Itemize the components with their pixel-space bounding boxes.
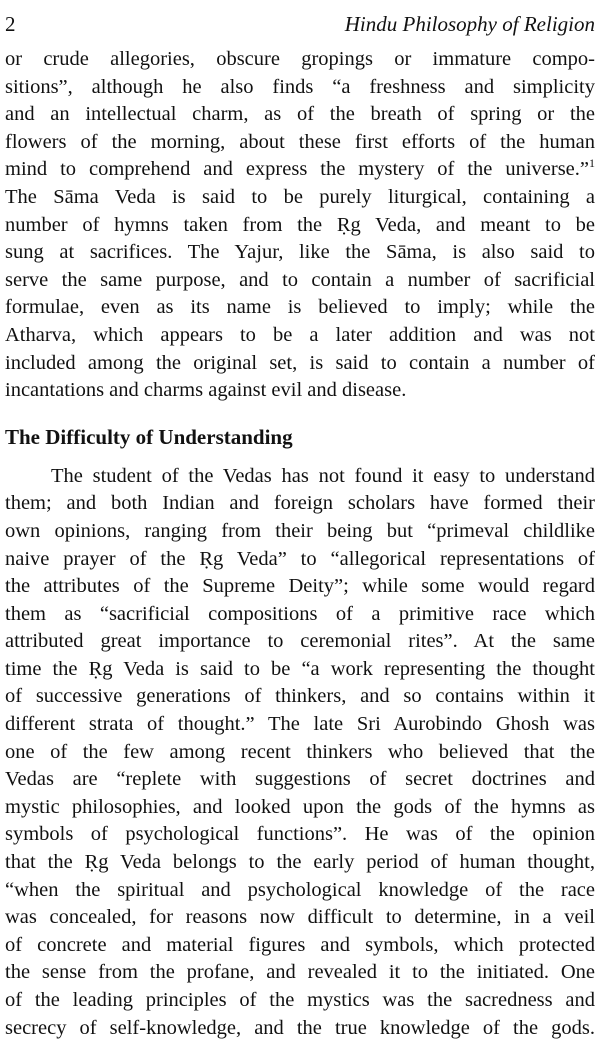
text-line: mind to comprehend and express the mystery of the universe.”: [5, 158, 589, 181]
text-line: of the leading principles of the mystics was the sacredness and: [5, 989, 595, 1011]
text-line: sitions”, although he also finds “a freshness and simplicity: [5, 75, 595, 98]
text-line: sung at sacrifices. The Yajur, like the Sāma, is also said to: [5, 241, 595, 264]
text-line: was concealed, for reasons now difficult to determine, in a veil: [5, 906, 595, 929]
text-line: of concrete and material figures and symbols, which protected: [5, 933, 595, 956]
text-line: them as “sacrificial compositions of a primitive race which: [5, 602, 595, 625]
footnote-ref: 1: [589, 156, 595, 171]
text-line: symbols of psychological functions”. He was of the opinion: [5, 823, 595, 846]
text-line: own opinions, ranging from their being but “primeval childlike: [5, 519, 595, 542]
text-line: incantations and charms against evil and disease.: [5, 379, 407, 402]
text-line: different strata of thought.” The late Sri Aurobindo Ghosh was: [5, 713, 595, 736]
text-line: number of hymns taken from the Ṛg Veda, and meant to be: [5, 213, 595, 236]
text-line: or crude allegories, obscure gropings or immature compo-: [5, 48, 595, 70]
text-line: “when the spiritual and psychological knowledge of the race: [5, 878, 595, 901]
text-line: Vedas are “replete with suggestions of secret doctrines and: [5, 768, 595, 791]
text-line: them; and both Indian and foreign scholars have formed their: [5, 492, 595, 515]
text-line: the attributes of the Supreme Deity”; while some would regard: [5, 575, 595, 598]
text-line: that the Ṛg Veda belongs to the early period of human thought,: [5, 851, 595, 874]
text-line: naive prayer of the Ṛg Veda” to “allegorical representations of: [5, 547, 595, 570]
paragraph-vedas-overview: [5, 46, 595, 405]
text-line: one of the few among recent thinkers who believed that the: [5, 740, 595, 763]
paragraph-difficulty: [5, 463, 595, 1042]
text-line: the sense from the profane, and revealed it to the initiated. One: [5, 961, 595, 984]
text-line: and an intellectual charm, as of the breath of spring or the: [5, 103, 595, 126]
text-line: serve the same purpose, and to contain a number of sacrificial: [5, 268, 595, 291]
text-line: included among the original set, is said to contain a number of: [5, 351, 595, 374]
page-header: [5, 0, 595, 46]
text-line: The Sāma Veda is said to be purely liturgical, containing a: [5, 185, 595, 208]
section-heading: The Difficulty of Understanding: [5, 424, 293, 449]
text-line: secrecy of self-knowledge, and the true knowledge of the gods.: [5, 1016, 595, 1039]
page-number: 2: [5, 12, 16, 36]
text-line: attributed great importance to ceremonial rites”. At the same: [5, 630, 595, 653]
text-line: formulae, even as its name is believed to imply; while the: [5, 296, 595, 319]
text-line: time the Ṛg Veda is said to be “a work representing the thought: [5, 657, 595, 680]
text-line: The student of the Vedas has not found it easy to understand: [51, 464, 595, 487]
text-line: of successive generations of thinkers, and so contains within it: [5, 685, 595, 708]
text-line: mystic philosophies, and looked upon the gods of the hymns as: [5, 795, 595, 818]
text-line: flowers of the morning, about these first efforts of the human: [5, 130, 595, 153]
text-line-with-footnote: [5, 156, 595, 184]
running-title: Hindu Philosophy of Religion: [344, 12, 595, 36]
text-line: Atharva, which appears to be a later addition and was not: [5, 323, 595, 346]
